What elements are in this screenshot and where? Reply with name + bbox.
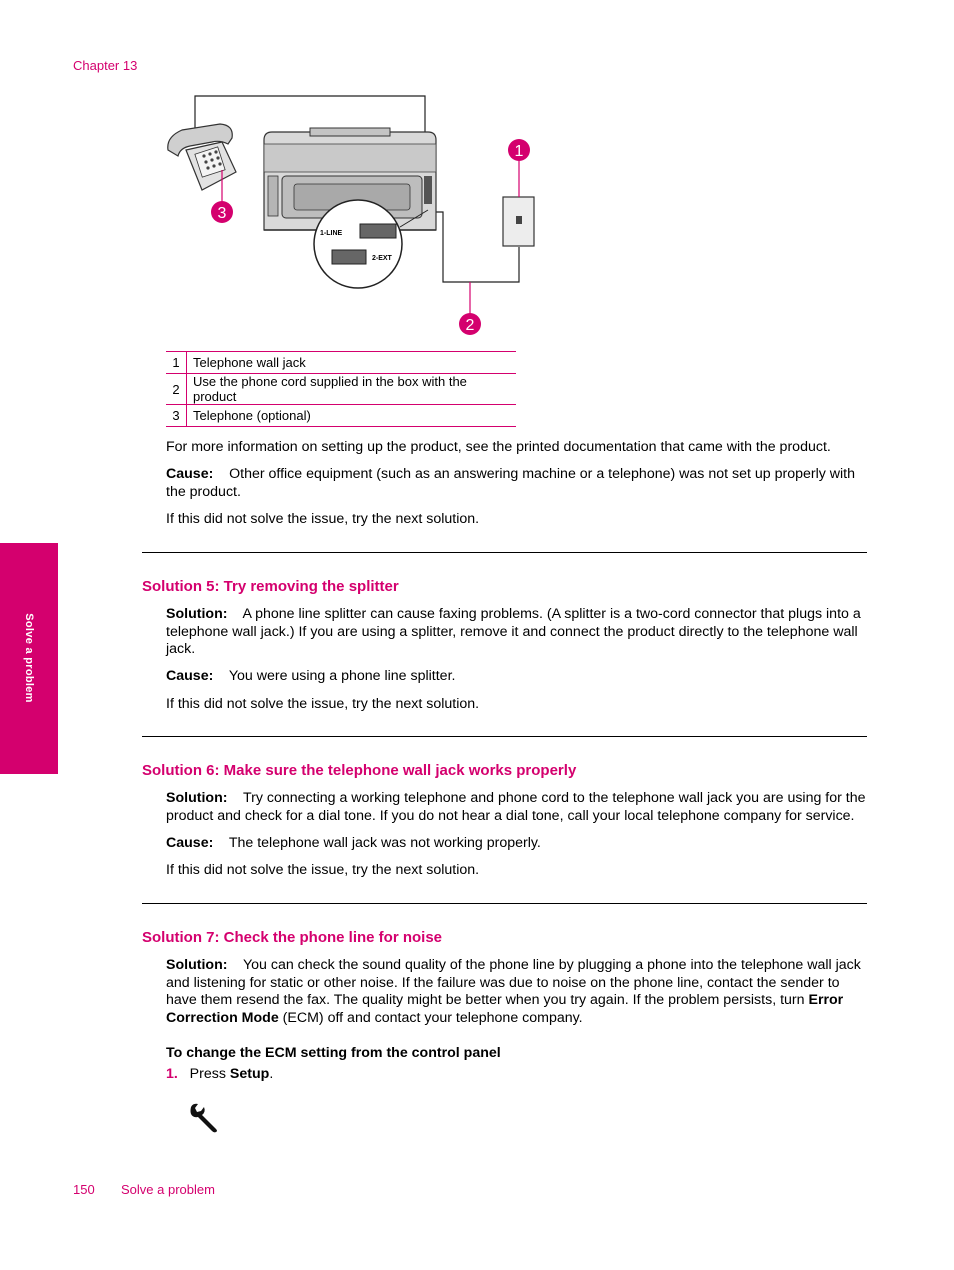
legend-text: Telephone wall jack — [187, 352, 517, 374]
port-label-ext: 2-EXT — [372, 255, 392, 262]
cause-label: Cause: — [166, 835, 214, 851]
cause-label: Cause: — [166, 466, 214, 482]
cause-text: Other office equipment (such as an answering machine or a telephone) was not set up properly with the product. — [166, 466, 856, 500]
cause-text: You were using a phone line splitter. — [228, 668, 456, 684]
cause-label: Cause: — [166, 668, 214, 684]
legend-num: 2 — [166, 374, 187, 405]
footer-section: Solve a problem — [121, 1182, 215, 1197]
callout-3: 3 — [217, 205, 227, 222]
solution-6-heading: Solution 6: Make sure the telephone wall jack works properly — [142, 762, 577, 779]
solution-5-paragraph — [166, 606, 868, 659]
wrench-icon — [188, 1102, 222, 1134]
port-label-line: 1-LINE — [320, 230, 343, 237]
solution-7-paragraph — [166, 957, 868, 1027]
solution-6-cause — [166, 835, 868, 853]
solution-6-paragraph — [166, 790, 868, 825]
callout-2: 2 — [465, 317, 475, 334]
solution-label: Solution: — [166, 957, 228, 973]
solution-6-next: If this did not solve the issue, try the next solution. — [166, 862, 480, 878]
side-tab — [0, 543, 58, 774]
solution-label: Solution: — [166, 790, 228, 806]
legend-num: 3 — [166, 405, 187, 427]
intro-next-paragraph: If this did not solve the issue, try the next solution. — [166, 511, 480, 527]
legend-num: 1 — [166, 352, 187, 374]
wall-jack-icon — [503, 197, 534, 246]
figure-legend-table — [166, 351, 516, 427]
section-divider — [142, 552, 867, 553]
fax-connection-figure — [160, 92, 540, 342]
solution-5-cause — [166, 668, 868, 686]
solution-5-next: If this did not solve the issue, try the next solution. — [166, 696, 480, 712]
legend-row — [166, 405, 516, 427]
solution-text: A phone line splitter can cause faxing problems. (A splitter is a two-cord connector that plugs into a telephone wall jack.) If you are using a splitter, remove it and connect the product directly to the telephone wall jack. — [166, 606, 861, 658]
step-press: Press — [189, 1066, 226, 1082]
solution-text: Try connecting a working telephone and phone cord to the telephone wall jack you are using for the product and check for a dial tone. If you do not hear a dial tone, call your local telephone company for service. — [166, 790, 866, 824]
side-tab-label: Solve a problem — [23, 613, 35, 703]
section-divider — [142, 903, 867, 904]
step-setup: Setup — [229, 1066, 270, 1082]
procedure-step-1 — [166, 1066, 868, 1084]
solution-text-end: (ECM) off and contact your telephone company. — [282, 1009, 583, 1026]
cause-text: The telephone wall jack was not working properly. — [228, 835, 541, 851]
procedure-title: To change the ECM setting from the control panel — [166, 1045, 501, 1061]
ecm-term: Error Correction Mode — [166, 992, 844, 1026]
more-info-paragraph: For more information on setting up the product, see the printed documentation that came with the product. — [166, 439, 831, 455]
section-divider — [142, 736, 867, 737]
connection-diagram — [160, 92, 540, 342]
legend-text: Use the phone cord supplied in the box with the product — [187, 374, 517, 405]
page-number: 150 — [73, 1182, 95, 1197]
legend-row — [166, 374, 516, 405]
solution-label: Solution: — [166, 606, 228, 622]
chapter-label: Chapter 13 — [73, 58, 138, 73]
legend-text: Telephone (optional) — [187, 405, 517, 427]
step-period: . — [269, 1066, 274, 1082]
solution-7-heading: Solution 7: Check the phone line for noise — [142, 929, 443, 946]
telephone-icon — [168, 124, 236, 190]
intro-cause-paragraph — [166, 466, 868, 501]
step-number: 1. — [166, 1066, 178, 1082]
solution-text: You can check the sound quality of the phone line by plugging a phone into the telephone wall jack and listening for static or other noise. If the failure was due to noise on the phone line, contact the sender to have them resend the fax. The quality might be better when you try again. If the problem persists, turn — [166, 957, 861, 1009]
callout-1: 1 — [514, 143, 524, 160]
solution-5-heading: Solution 5: Try removing the splitter — [142, 578, 399, 595]
legend-row — [166, 352, 516, 374]
